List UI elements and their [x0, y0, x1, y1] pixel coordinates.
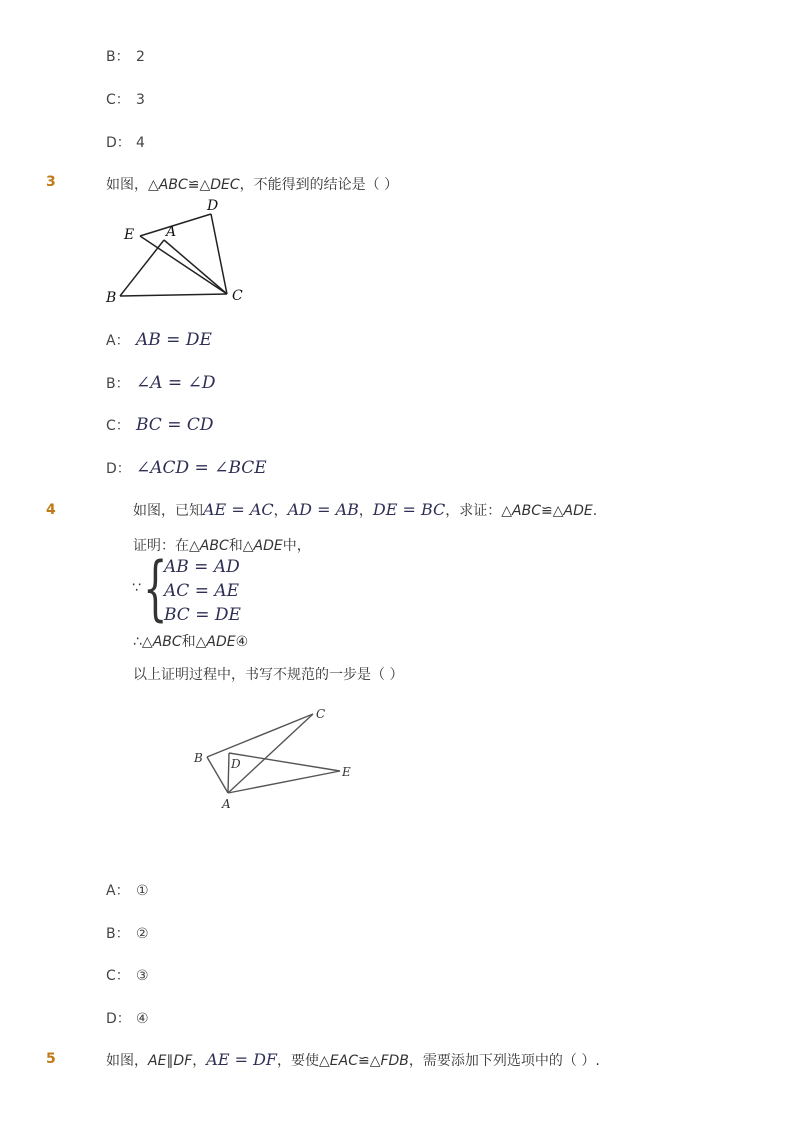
stem-math: AE = DF	[206, 1050, 278, 1069]
segment-ae	[228, 771, 340, 793]
option-label: A：	[106, 883, 130, 899]
question-number-4: 4	[46, 502, 56, 518]
because-symbol: ∵	[132, 580, 141, 596]
option-math: AB = DE	[136, 330, 212, 350]
stem-math: AE∥DF	[148, 1053, 193, 1069]
option-math: BC = CD	[136, 415, 214, 435]
proof-text: 中，	[282, 538, 311, 554]
stem-goal: △ABC≌△ADE	[501, 503, 593, 519]
stem-text: ，不能得到的结论是（ ）	[239, 177, 399, 193]
proof-triangle: △ABC	[141, 634, 182, 650]
option-math: ∠A = ∠D	[136, 373, 216, 393]
segment-ad	[228, 753, 229, 793]
segment-ac	[228, 714, 313, 793]
q3-stem	[106, 174, 398, 194]
option-label: A：	[106, 333, 130, 349]
point-label-c: C	[316, 707, 326, 721]
therefore-symbol: ∴	[133, 634, 142, 650]
system-line-2: AC = AE	[164, 581, 240, 601]
option-label: D：	[106, 135, 131, 151]
point-label-b: B	[106, 290, 117, 306]
q3-option-d[interactable]	[106, 458, 267, 478]
stem-text: ，	[192, 1053, 207, 1069]
stem-math: AE = AC	[203, 500, 274, 519]
option-label: B：	[106, 926, 130, 942]
option-text: ④	[136, 1011, 149, 1027]
stem-math: DE = BC	[372, 500, 446, 519]
segment-ba	[207, 757, 228, 793]
option-text: 4	[136, 135, 145, 151]
stem-goal: △EAC≌△FDB	[319, 1053, 409, 1069]
step-mark: ④	[235, 634, 249, 650]
option-label: B：	[106, 49, 130, 65]
q5-stem	[106, 1050, 600, 1070]
option-label: C：	[106, 92, 130, 108]
point-label-a: A	[222, 797, 231, 811]
system-brace: {	[143, 547, 168, 629]
point-label-d: D	[207, 198, 219, 214]
option-text: ③	[136, 968, 149, 984]
stem-text: 如图，	[106, 1053, 148, 1069]
q3-option-a[interactable]	[106, 330, 212, 350]
point-label-b: B	[194, 751, 203, 765]
question-number-5: 5	[46, 1051, 56, 1067]
proof-text: 证明：在	[133, 538, 189, 554]
option-label: D：	[106, 461, 131, 477]
q3-option-c[interactable]	[106, 415, 214, 435]
q2-option-c[interactable]	[106, 89, 145, 109]
system-line-3: BC = DE	[164, 605, 241, 625]
segment-bc	[120, 294, 227, 296]
q4-question: 以上证明过程中，书写不规范的一步是（ ）	[133, 667, 404, 683]
proof-text: 和	[228, 538, 243, 554]
q4-option-a[interactable]	[106, 880, 149, 900]
stem-text: ，要使	[277, 1053, 320, 1069]
stem-math: AD = AB	[287, 500, 359, 519]
q3-figure	[100, 194, 260, 310]
proof-triangle: △ADE	[242, 538, 283, 554]
q4-option-d[interactable]	[106, 1008, 149, 1028]
option-text: 2	[136, 49, 145, 65]
option-text: ②	[136, 926, 149, 942]
stem-text: 如图，已知	[133, 503, 203, 519]
point-label-a: A	[166, 224, 177, 240]
proof-text: 和	[181, 634, 196, 650]
option-label: C：	[106, 418, 130, 434]
system-line-1: AB = AD	[164, 557, 240, 577]
q2-option-d[interactable]	[106, 132, 145, 152]
option-text: ①	[136, 883, 149, 899]
stem-text: ，需要添加下列选项中的（ ）.	[408, 1053, 600, 1069]
proof-triangle: △ABC	[189, 538, 229, 554]
q4-option-b[interactable]	[106, 923, 149, 943]
stem-text: ，求证：	[445, 503, 502, 519]
q2-option-b[interactable]	[106, 46, 145, 66]
option-text: 3	[136, 92, 145, 108]
q3-option-b[interactable]	[106, 373, 215, 393]
segment-bc	[207, 714, 313, 757]
option-label: C：	[106, 968, 130, 984]
q4-stem: 如图，已知AE = AC，AD = AB，DE = BC，求证：△ABC≌△ADE.	[133, 500, 598, 519]
q4-option-c[interactable]	[106, 965, 149, 985]
point-label-d: D	[231, 757, 241, 771]
option-math: ∠ACD = ∠BCE	[136, 458, 267, 478]
q4-conclusion	[133, 631, 248, 651]
question-number-3: 3	[46, 174, 56, 190]
stem-math: △ABC≌△DEC	[148, 177, 240, 193]
point-label-e: E	[124, 227, 135, 243]
option-label: B：	[106, 376, 130, 392]
stem-text: 如图，	[106, 177, 148, 193]
stem-text: .	[592, 503, 598, 519]
option-label: D：	[106, 1011, 131, 1027]
segment-ec	[140, 236, 227, 294]
point-label-c: C	[232, 288, 243, 304]
q4-figure	[186, 700, 366, 818]
segment-de	[229, 753, 340, 771]
point-label-e: E	[342, 765, 351, 779]
proof-triangle: △ADE	[195, 634, 236, 650]
